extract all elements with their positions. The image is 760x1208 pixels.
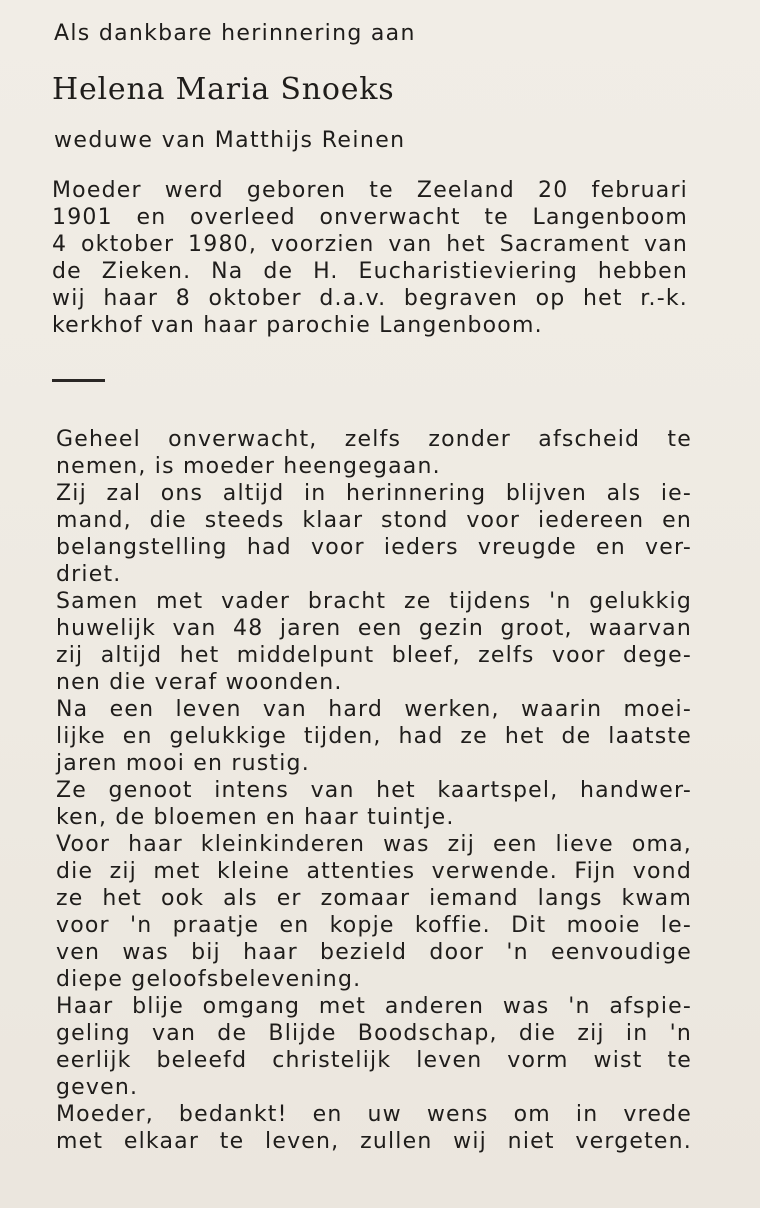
memorial-line: Voor haar kleinkinderen was zij een lieve oma, [56,832,692,857]
memorial-line: geling van de Blijde Boodschap, die zij in 'n [56,1021,692,1046]
memorial-line: geven. [56,1075,139,1100]
memorial-line: lijke en gelukkige tijden, had ze het de laatste [56,724,692,749]
obituary-line: de Zieken. Na de H. Eucharistieviering hebben [52,259,688,284]
memorial-line: eerlijk beleefd christelijk leven vorm wist te [56,1048,692,1073]
obituary-line: wij haar 8 oktober d.a.v. begraven op het r.-k. [52,286,688,311]
memorial-line: diepe geloofsbelevening. [56,967,362,992]
memorial-line: ken, de bloemen en haar tuintje. [56,805,455,830]
obituary-line: Moeder werd geboren te Zeeland 20 februari [52,178,688,203]
memorial-line: met elkaar te leven, zullen wij niet vergeten. [56,1129,692,1154]
section-divider [52,379,105,382]
memorial-line: ze het ook als er zomaar iemand langs kwam [56,886,692,911]
memorial-line: die zij met kleine attenties verwende. Fijn vond [56,859,692,884]
memorial-line: Samen met vader bracht ze tijdens 'n gelukkig [56,589,692,614]
memorial-line: Na een leven van hard werken, waarin moei- [56,697,692,722]
intro-text: Als dankbare herinnering aan [54,21,416,46]
spouse-line: weduwe van Matthijs Reinen [54,128,406,153]
memorial-line: Moeder, bedankt! en uw wens om in vrede [56,1102,692,1127]
memorial-line: voor 'n praatje en kopje koffie. Dit mooie le- [56,913,692,938]
memorial-line: Zij zal ons altijd in herinnering blijven als ie- [56,481,692,506]
memorial-line: nemen, is moeder heengegaan. [56,454,441,479]
memorial-line: driet. [56,562,122,587]
memorial-line: Ze genoot intens van het kaartspel, handwer- [56,778,692,803]
memorial-line: mand, die steeds klaar stond voor iedereen en [56,508,692,533]
obituary-line: 4 oktober 1980, voorzien van het Sacrament van [52,232,688,257]
memorial-line: Geheel onverwacht, zelfs zonder afscheid te [56,427,692,452]
memorial-line: zij altijd het middelpunt bleef, zelfs voor dege- [56,643,692,668]
memorial-line: nen die veraf woonden. [56,670,343,695]
obituary-line: kerkhof van haar parochie Langenboom. [52,313,543,338]
deceased-name: Helena Maria Snoeks [52,72,395,107]
memorial-line: huwelijk van 48 jaren een gezin groot, waarvan [56,616,692,641]
memorial-line: Haar blije omgang met anderen was 'n afspie- [56,994,692,1019]
obituary-line: 1901 en overleed onverwacht te Langenboom [52,205,688,230]
memorial-line: belangstelling had voor ieders vreugde en ver- [56,535,692,560]
memorial-line: ven was bij haar bezield door 'n eenvoudige [56,940,692,965]
memorial-line: jaren mooi en rustig. [56,751,310,776]
